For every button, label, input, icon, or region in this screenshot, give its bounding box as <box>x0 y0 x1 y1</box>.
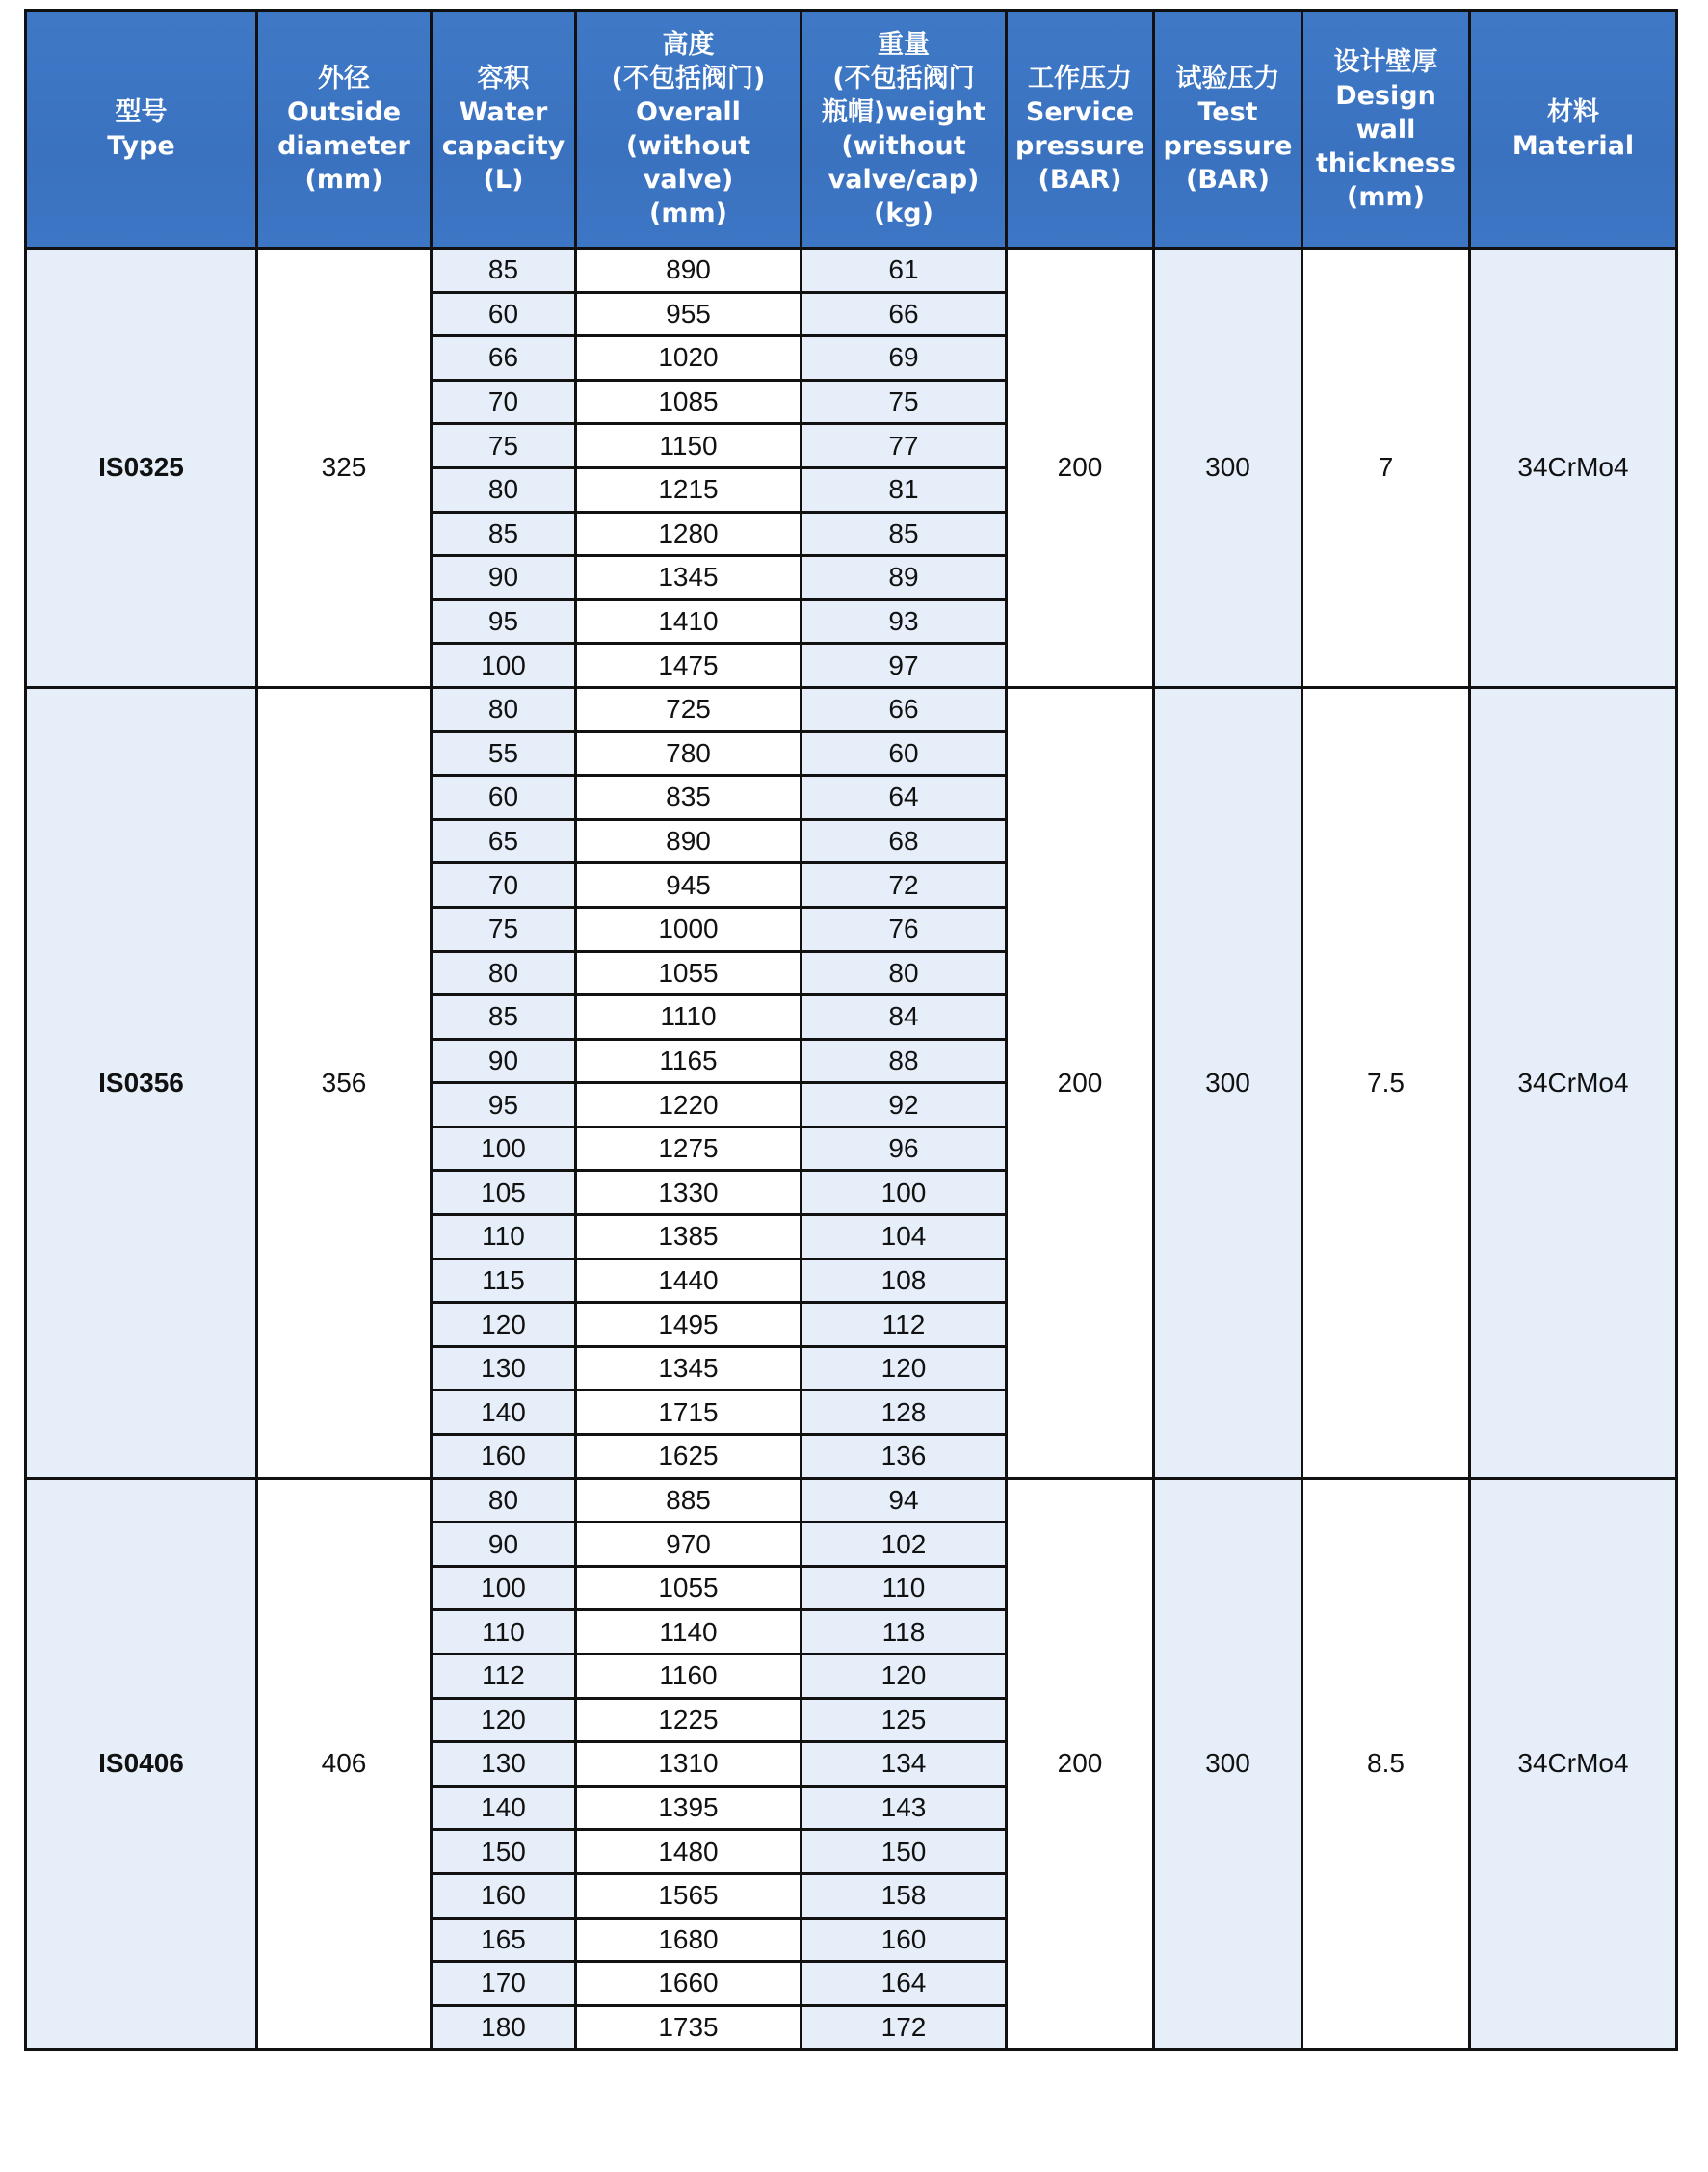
height-cell: 1480 <box>576 1830 801 1874</box>
material-cell: 34CrMo4 <box>1470 687 1677 1478</box>
weight-cell: 97 <box>801 644 1007 688</box>
capacity-cell: 130 <box>432 1346 576 1391</box>
service-pressure-cell: 200 <box>1007 687 1154 1478</box>
test-pressure-cell: 300 <box>1154 687 1302 1478</box>
header-overall-height: 高度 (不包括阀门) Overall (without valve) (mm) <box>576 11 801 249</box>
capacity-cell: 105 <box>432 1171 576 1215</box>
capacity-cell: 115 <box>432 1258 576 1303</box>
height-cell: 1165 <box>576 1039 801 1083</box>
test-pressure-cell: 300 <box>1154 249 1302 688</box>
weight-cell: 60 <box>801 731 1007 776</box>
weight-cell: 172 <box>801 2005 1007 2050</box>
height-cell: 1345 <box>576 1346 801 1391</box>
weight-cell: 81 <box>801 467 1007 512</box>
weight-cell: 160 <box>801 1918 1007 1962</box>
weight-cell: 125 <box>801 1698 1007 1742</box>
height-cell: 890 <box>576 819 801 863</box>
weight-cell: 84 <box>801 995 1007 1040</box>
capacity-cell: 85 <box>432 995 576 1040</box>
capacity-cell: 110 <box>432 1215 576 1259</box>
header-test-pressure: 试验压力 Test pressure (BAR) <box>1154 11 1302 249</box>
capacity-cell: 80 <box>432 687 576 731</box>
capacity-cell: 95 <box>432 599 576 644</box>
capacity-cell: 60 <box>432 776 576 820</box>
height-cell: 970 <box>576 1523 801 1567</box>
height-cell: 1310 <box>576 1742 801 1787</box>
weight-cell: 158 <box>801 1873 1007 1918</box>
weight-cell: 85 <box>801 512 1007 556</box>
weight-cell: 66 <box>801 292 1007 336</box>
capacity-cell: 140 <box>432 1391 576 1435</box>
height-cell: 1225 <box>576 1698 801 1742</box>
weight-cell: 66 <box>801 687 1007 731</box>
height-cell: 1110 <box>576 995 801 1040</box>
height-cell: 1395 <box>576 1786 801 1830</box>
capacity-cell: 150 <box>432 1830 576 1874</box>
capacity-cell: 110 <box>432 1610 576 1655</box>
height-cell: 955 <box>576 292 801 336</box>
capacity-cell: 60 <box>432 292 576 336</box>
height-cell: 1275 <box>576 1126 801 1171</box>
weight-cell: 68 <box>801 819 1007 863</box>
wall-thickness-cell: 7.5 <box>1302 687 1470 1478</box>
weight-cell: 96 <box>801 1126 1007 1171</box>
height-cell: 1625 <box>576 1435 801 1479</box>
weight-cell: 88 <box>801 1039 1007 1083</box>
capacity-cell: 100 <box>432 644 576 688</box>
height-cell: 1495 <box>576 1303 801 1347</box>
capacity-cell: 85 <box>432 249 576 293</box>
table-body <box>26 249 1677 2050</box>
material-cell: 34CrMo4 <box>1470 1478 1677 2050</box>
weight-cell: 94 <box>801 1478 1007 1523</box>
height-cell: 835 <box>576 776 801 820</box>
capacity-cell: 55 <box>432 731 576 776</box>
weight-cell: 136 <box>801 1435 1007 1479</box>
height-cell: 1565 <box>576 1873 801 1918</box>
table-row <box>26 249 1677 293</box>
capacity-cell: 75 <box>432 907 576 951</box>
height-cell: 1055 <box>576 1566 801 1610</box>
weight-cell: 164 <box>801 1962 1007 2006</box>
capacity-cell: 120 <box>432 1698 576 1742</box>
header-weight: 重量 (不包括阀门 瓶帽)weight (without valve/cap) (kg) <box>801 11 1007 249</box>
weight-cell: 104 <box>801 1215 1007 1259</box>
height-cell: 1160 <box>576 1655 801 1699</box>
capacity-cell: 170 <box>432 1962 576 2006</box>
header-row <box>26 11 1677 249</box>
capacity-cell: 160 <box>432 1435 576 1479</box>
weight-cell: 128 <box>801 1391 1007 1435</box>
weight-cell: 120 <box>801 1655 1007 1699</box>
type-cell: IS0356 <box>26 687 257 1478</box>
capacity-cell: 95 <box>432 1083 576 1127</box>
outside-diameter-cell: 325 <box>257 249 432 688</box>
height-cell: 1385 <box>576 1215 801 1259</box>
weight-cell: 143 <box>801 1786 1007 1830</box>
weight-cell: 77 <box>801 424 1007 468</box>
weight-cell: 134 <box>801 1742 1007 1787</box>
weight-cell: 93 <box>801 599 1007 644</box>
header-wall-thickness: 设计壁厚 Design wall thickness (mm) <box>1302 11 1470 249</box>
header-material: 材料 Material <box>1470 11 1677 249</box>
header-type: 型号 Type <box>26 11 257 249</box>
capacity-cell: 75 <box>432 424 576 468</box>
cylinder-spec-table <box>24 9 1678 2051</box>
table-row <box>26 687 1677 731</box>
weight-cell: 64 <box>801 776 1007 820</box>
capacity-cell: 66 <box>432 336 576 381</box>
weight-cell: 150 <box>801 1830 1007 1874</box>
height-cell: 1475 <box>576 644 801 688</box>
height-cell: 1410 <box>576 599 801 644</box>
height-cell: 1220 <box>576 1083 801 1127</box>
weight-cell: 110 <box>801 1566 1007 1610</box>
height-cell: 1280 <box>576 512 801 556</box>
capacity-cell: 90 <box>432 556 576 600</box>
test-pressure-cell: 300 <box>1154 1478 1302 2050</box>
weight-cell: 108 <box>801 1258 1007 1303</box>
weight-cell: 75 <box>801 380 1007 424</box>
outside-diameter-cell: 406 <box>257 1478 432 2050</box>
weight-cell: 61 <box>801 249 1007 293</box>
height-cell: 780 <box>576 731 801 776</box>
capacity-cell: 100 <box>432 1566 576 1610</box>
height-cell: 1440 <box>576 1258 801 1303</box>
height-cell: 1000 <box>576 907 801 951</box>
weight-cell: 76 <box>801 907 1007 951</box>
height-cell: 1055 <box>576 951 801 995</box>
weight-cell: 102 <box>801 1523 1007 1567</box>
height-cell: 1140 <box>576 1610 801 1655</box>
capacity-cell: 180 <box>432 2005 576 2050</box>
capacity-cell: 90 <box>432 1039 576 1083</box>
height-cell: 945 <box>576 863 801 908</box>
header-outside-diameter: 外径 Outside diameter (mm) <box>257 11 432 249</box>
capacity-cell: 85 <box>432 512 576 556</box>
outside-diameter-cell: 356 <box>257 687 432 1478</box>
capacity-cell: 80 <box>432 951 576 995</box>
capacity-cell: 80 <box>432 1478 576 1523</box>
height-cell: 1085 <box>576 380 801 424</box>
capacity-cell: 80 <box>432 467 576 512</box>
capacity-cell: 160 <box>432 1873 576 1918</box>
height-cell: 890 <box>576 249 801 293</box>
capacity-cell: 100 <box>432 1126 576 1171</box>
height-cell: 1330 <box>576 1171 801 1215</box>
header-water-capacity: 容积 Water capacity (L) <box>432 11 576 249</box>
type-cell: IS0325 <box>26 249 257 688</box>
height-cell: 1345 <box>576 556 801 600</box>
type-cell: IS0406 <box>26 1478 257 2050</box>
height-cell: 885 <box>576 1478 801 1523</box>
material-cell: 34CrMo4 <box>1470 249 1677 688</box>
height-cell: 1735 <box>576 2005 801 2050</box>
height-cell: 1150 <box>576 424 801 468</box>
wall-thickness-cell: 7 <box>1302 249 1470 688</box>
height-cell: 725 <box>576 687 801 731</box>
height-cell: 1680 <box>576 1918 801 1962</box>
service-pressure-cell: 200 <box>1007 249 1154 688</box>
weight-cell: 118 <box>801 1610 1007 1655</box>
height-cell: 1660 <box>576 1962 801 2006</box>
header-service-pressure: 工作压力 Service pressure (BAR) <box>1007 11 1154 249</box>
weight-cell: 100 <box>801 1171 1007 1215</box>
capacity-cell: 70 <box>432 863 576 908</box>
capacity-cell: 90 <box>432 1523 576 1567</box>
height-cell: 1020 <box>576 336 801 381</box>
capacity-cell: 130 <box>432 1742 576 1787</box>
weight-cell: 69 <box>801 336 1007 381</box>
table-row <box>26 1478 1677 1523</box>
capacity-cell: 112 <box>432 1655 576 1699</box>
capacity-cell: 65 <box>432 819 576 863</box>
weight-cell: 92 <box>801 1083 1007 1127</box>
capacity-cell: 140 <box>432 1786 576 1830</box>
wall-thickness-cell: 8.5 <box>1302 1478 1470 2050</box>
weight-cell: 120 <box>801 1346 1007 1391</box>
height-cell: 1215 <box>576 467 801 512</box>
service-pressure-cell: 200 <box>1007 1478 1154 2050</box>
capacity-cell: 165 <box>432 1918 576 1962</box>
weight-cell: 72 <box>801 863 1007 908</box>
height-cell: 1715 <box>576 1391 801 1435</box>
weight-cell: 89 <box>801 556 1007 600</box>
capacity-cell: 120 <box>432 1303 576 1347</box>
weight-cell: 112 <box>801 1303 1007 1347</box>
weight-cell: 80 <box>801 951 1007 995</box>
capacity-cell: 70 <box>432 380 576 424</box>
